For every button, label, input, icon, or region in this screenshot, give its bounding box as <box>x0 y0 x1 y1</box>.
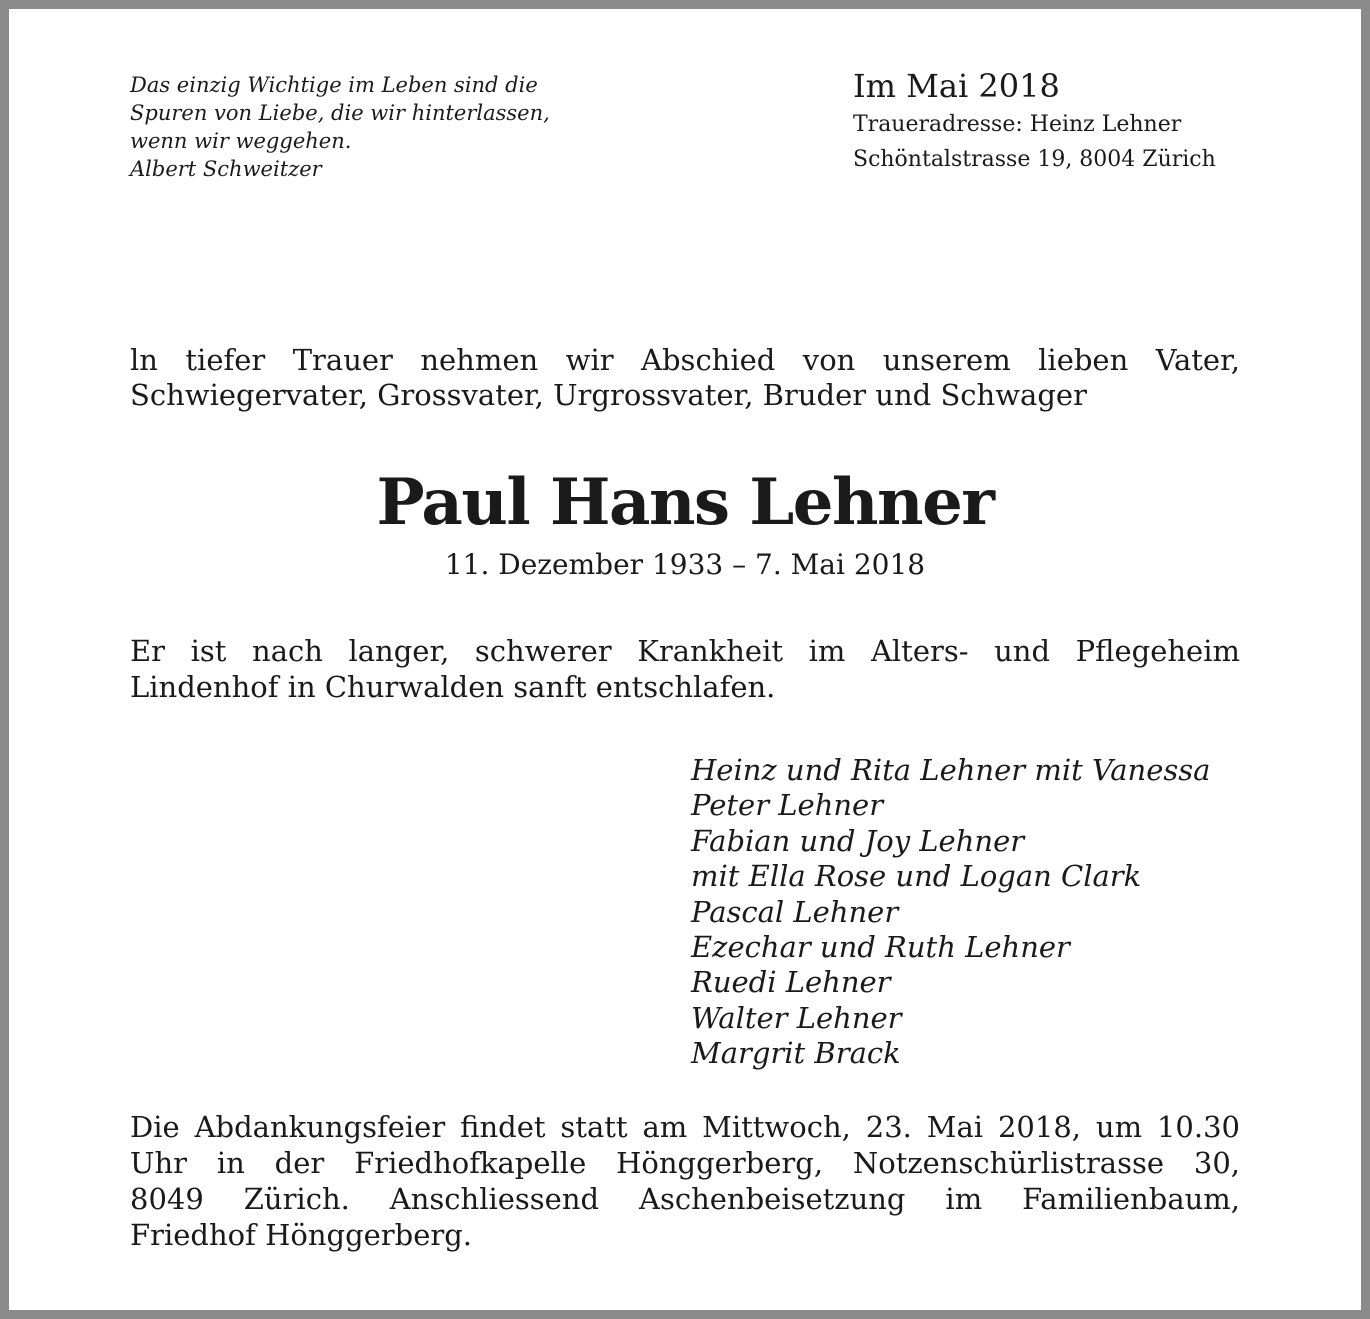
quote-block <box>130 71 550 183</box>
mourner-entry: Margrit Brack <box>691 1036 901 1071</box>
intro-line: Schwiegervater, Grossvater, Urgrossvater, Bruder und Schwager <box>130 378 1087 412</box>
message-line: Er ist nach langer, schwerer Krankheit im Alters- und Pflegeheim <box>130 634 1240 668</box>
publication-month: Im Mai 2018 <box>853 67 1060 105</box>
quote-author: Albert Schweitzer <box>130 157 322 181</box>
message-line: Lindenhof in Churwalden sanft entschlafen. <box>130 670 776 704</box>
intro-text <box>130 343 1240 413</box>
life-dates: 11. Dezember 1933 – 7. Mai 2018 <box>444 548 926 581</box>
mourning-address-line: Traueradresse: Heinz Lehner <box>853 112 1182 137</box>
ceremony-text <box>130 1109 1240 1253</box>
ceremony-line: Friedhof Hönggerberg. <box>130 1218 473 1252</box>
deceased-name: Paul Hans Lehner <box>376 465 994 540</box>
mourner-entry: Ruedi Lehner <box>691 965 891 1000</box>
mourner-entry: Ezechar und Ruth Lehner <box>691 930 1070 965</box>
message-text <box>130 633 1240 705</box>
mourner-entry: Peter Lehner <box>691 788 884 823</box>
mourner-entry: Walter Lehner <box>691 1000 902 1035</box>
quote-line: Das einzig Wichtige im Leben sind die <box>130 73 538 97</box>
mourner-entry: Fabian und Joy Lehner <box>691 823 1025 858</box>
ceremony-line: 8049 Zürich. Anschliessend Aschenbeisetzung im Familienbaum, <box>130 1182 1240 1216</box>
mourning-address-line: Schöntalstrasse 19, 8004 Zürich <box>853 147 1216 172</box>
quote-line: Spuren von Liebe, die wir hinterlassen, <box>130 101 550 125</box>
quote-line: wenn wir weggehen. <box>130 129 352 153</box>
mourner-entry: mit Ella Rose und Logan Clark <box>691 859 1142 894</box>
intro-line: ln tiefer Trauer nehmen wir Abschied von unserem lieben Vater, <box>130 343 1240 377</box>
mourners-list <box>691 753 1210 1072</box>
obituary-page <box>9 9 1361 1310</box>
ceremony-line: Die Abdankungsfeier findet statt am Mittwoch, 23. Mai 2018, um 10.30 <box>130 1110 1240 1144</box>
header-info <box>853 65 1216 177</box>
mourner-entry: Pascal Lehner <box>691 894 899 929</box>
ceremony-line: Uhr in der Friedhofkapelle Hönggerberg, Notzenschürlistrasse 30, <box>130 1146 1240 1180</box>
mourner-entry: Heinz und Rita Lehner mit Vanessa <box>691 753 1211 787</box>
